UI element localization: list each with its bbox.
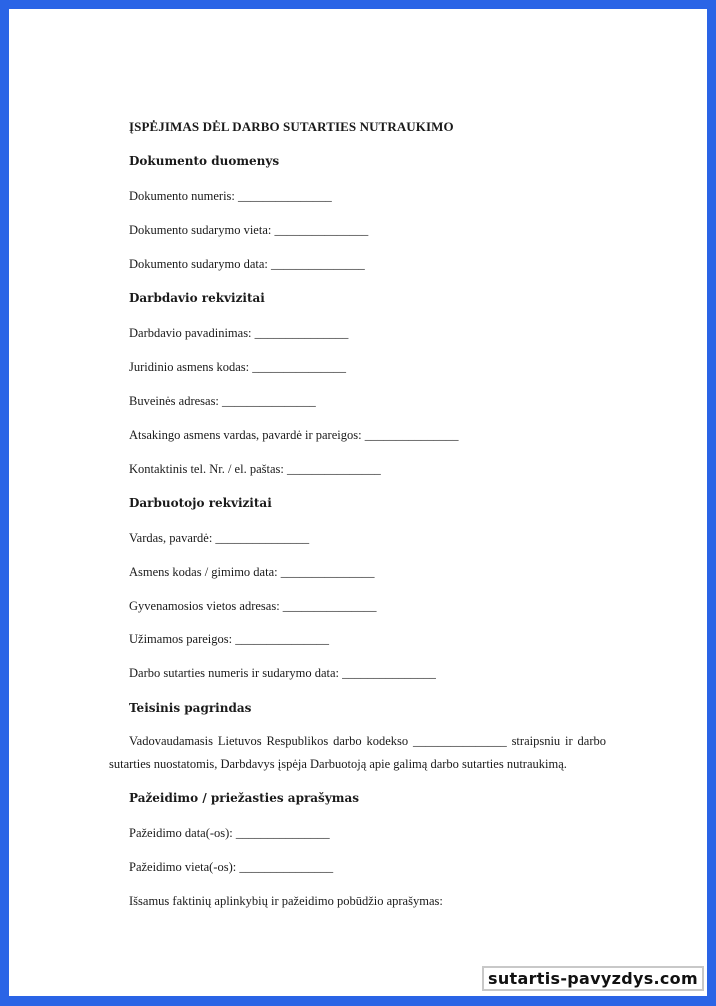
section-heading-document-data: Dokumento duomenys <box>129 154 280 168</box>
section-heading-employee: Darbuotojo rekvizitai <box>129 496 272 510</box>
field-violation-description: Išsamus faktinių aplinkybių ir pažeidimo pobūdžio aprašymas: <box>129 894 443 908</box>
field-employee-name: Vardas, pavardė: _______________ <box>129 531 310 545</box>
field-employer-name: Darbdavio pavadinimas: _______________ <box>129 326 349 340</box>
section-heading-violation: Pažeidimo / priežasties aprašymas <box>129 791 360 805</box>
field-legal-entity-code: Juridinio asmens kodas: _______________ <box>129 360 347 374</box>
field-personal-code: Asmens kodas / gimimo data: _______________ <box>129 565 375 579</box>
section-heading-employer: Darbdavio rekvizitai <box>129 291 265 305</box>
field-violation-date: Pažeidimo data(-os): _______________ <box>129 826 330 840</box>
field-contact: Kontaktinis tel. Nr. / el. paštas: _______________ <box>129 462 381 476</box>
field-registered-address: Buveinės adresas: _______________ <box>129 394 316 408</box>
document-page <box>9 9 707 996</box>
field-document-place: Dokumento sudarymo vieta: _______________ <box>129 223 369 237</box>
field-violation-place: Pažeidimo vieta(-os): _______________ <box>129 860 334 874</box>
legal-basis-paragraph: Vadovaudamasis Lietuvos Respublikos darbo kodekso _______________ straipsniu ir darbo sutarties nuostatomis, Darbdavys įspėja Darbuotoją apie galimą darbo sutarties nutraukimą. <box>109 734 606 771</box>
field-document-date: Dokumento sudarymo data: _______________ <box>129 257 365 271</box>
document-title: ĮSPĖJIMAS DĖL DARBO SUTARTIES NUTRAUKIMO <box>129 119 454 134</box>
field-position: Užimamos pareigos: _______________ <box>129 632 329 646</box>
watermark-badge: sutartis-pavyzdys.com <box>482 966 704 991</box>
field-contract-number-date: Darbo sutarties numeris ir sudarymo data: _______________ <box>129 666 436 680</box>
section-heading-legal-basis: Teisinis pagrindas <box>129 701 252 715</box>
field-responsible-person: Atsakingo asmens vardas, pavardė ir pareigos: _______________ <box>129 428 459 442</box>
field-residence-address: Gyvenamosios vietos adresas: _______________ <box>129 599 377 613</box>
field-document-number: Dokumento numeris: _______________ <box>129 189 332 203</box>
